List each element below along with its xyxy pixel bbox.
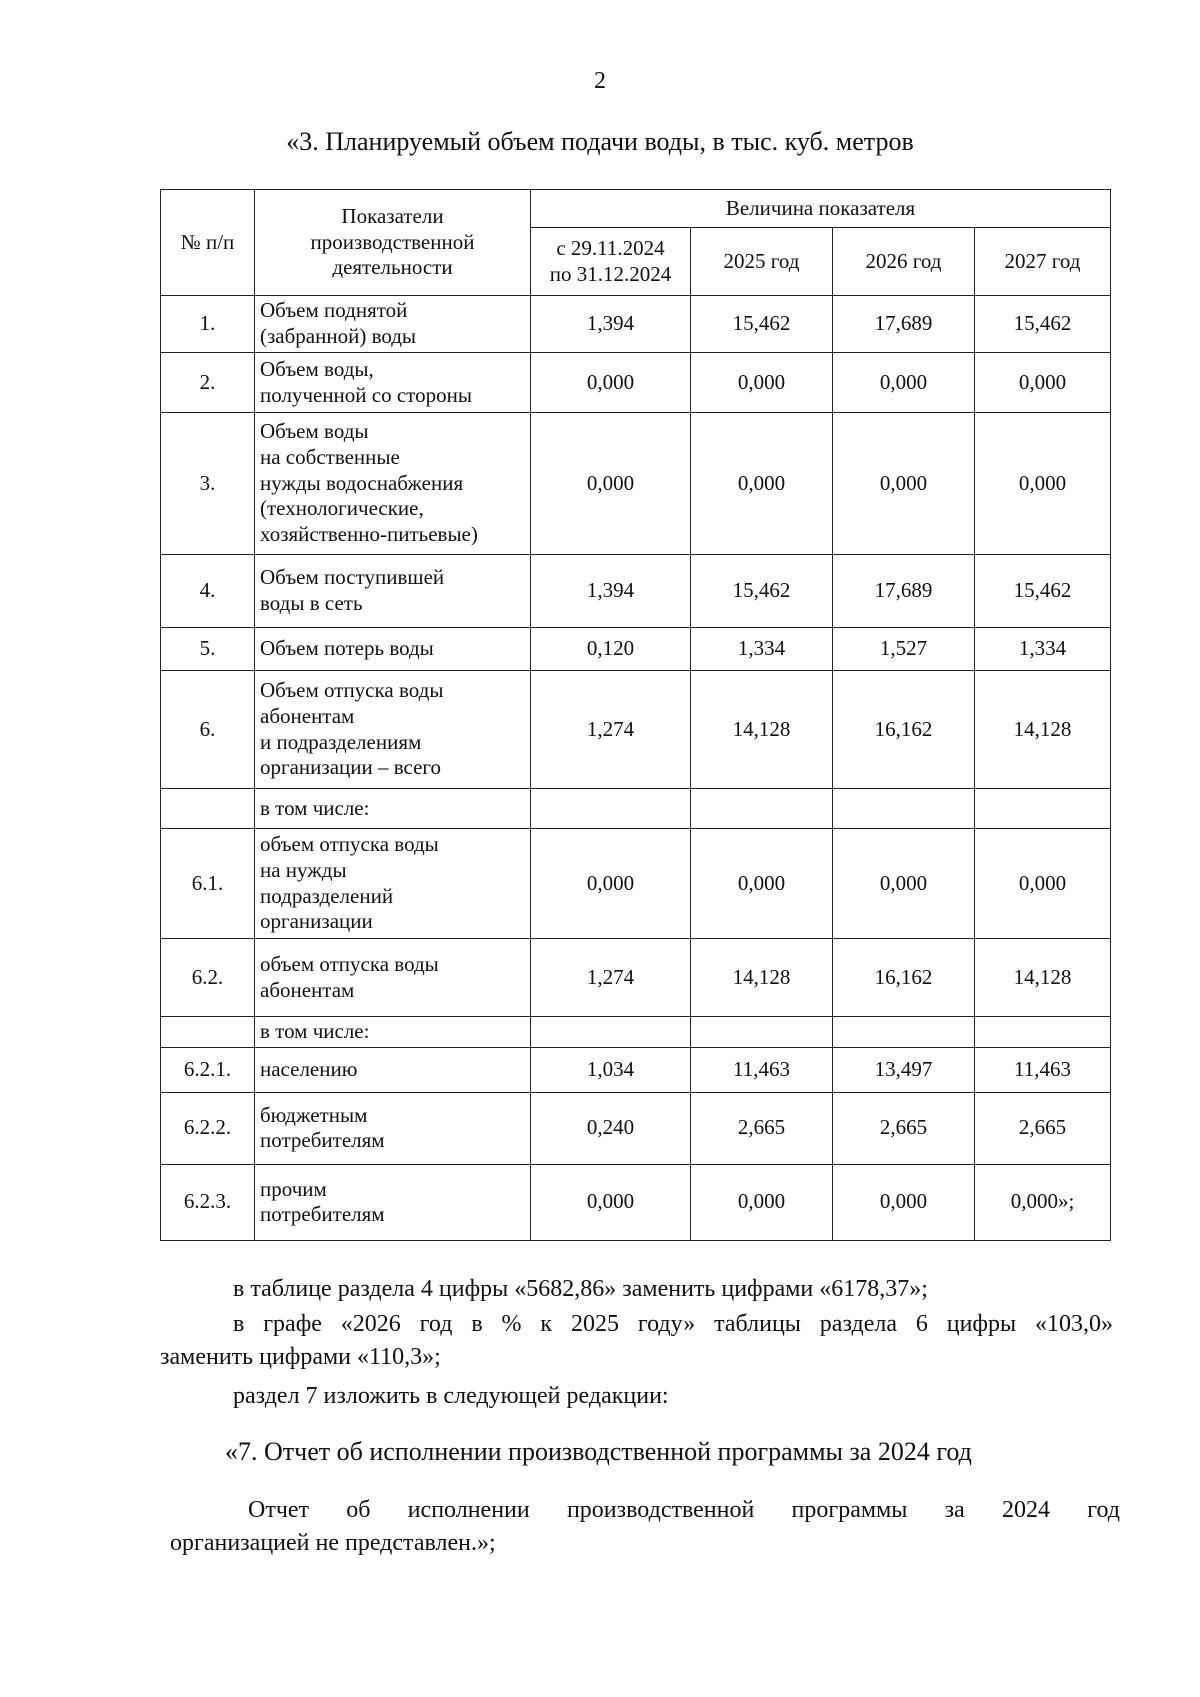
value-cell: 0,000 — [531, 829, 691, 939]
value-cell: 17,689 — [833, 296, 975, 353]
value-cell: 14,128 — [975, 939, 1111, 1017]
amendment-line: заменить цифрами «110,3»; — [160, 1344, 441, 1370]
report-line: организацией не представлен.»; — [170, 1530, 496, 1556]
table-row — [161, 296, 1111, 353]
header-period: 2026 год — [833, 228, 975, 296]
report-paragraph — [170, 1494, 1120, 1560]
value-cell — [531, 1017, 691, 1048]
value-cell: 0,000 — [691, 829, 833, 939]
row-indicator: Объем поступившей воды в сеть — [255, 555, 531, 628]
row-number: 6. — [161, 671, 255, 789]
value-cell: 0,000 — [531, 1164, 691, 1240]
value-cell: 16,162 — [833, 671, 975, 789]
value-cell: 15,462 — [691, 555, 833, 628]
value-cell: 0,000 — [691, 353, 833, 413]
water-supply-table — [160, 189, 1111, 1241]
row-number — [161, 789, 255, 829]
value-cell: 1,274 — [531, 671, 691, 789]
section-7-title: «7. Отчет об исполнении производственной программы за 2024 год — [225, 1437, 972, 1466]
row-indicator: населению — [255, 1047, 531, 1092]
value-cell — [833, 789, 975, 829]
value-cell: 1,394 — [531, 555, 691, 628]
value-cell: 0,000»; — [975, 1164, 1111, 1240]
header-period: 2027 год — [975, 228, 1111, 296]
table-row — [161, 353, 1111, 413]
header-num: № п/п — [161, 190, 255, 296]
value-cell: 11,463 — [975, 1047, 1111, 1092]
section-title: «3. Планируемый объем подачи воды, в тыс. куб. метров — [286, 127, 914, 156]
report-line: Отчет об исполнении производственной программы за 2024 год — [248, 1497, 1120, 1523]
row-indicator: Объем отпуска воды абонентам и подразделениям организации – всего — [255, 671, 531, 789]
value-cell: 0,120 — [531, 628, 691, 671]
value-cell: 0,000 — [975, 413, 1111, 555]
value-cell: 2,665 — [833, 1092, 975, 1164]
table-row — [161, 1092, 1111, 1164]
row-indicator: объем отпуска воды абонентам — [255, 939, 531, 1017]
row-indicator: Объем воды на собственные нужды водоснабжения (технологические, хозяйственно-питьевые) — [255, 413, 531, 555]
row-number: 4. — [161, 555, 255, 628]
amendment-line: в таблице раздела 4 цифры «5682,86» заменить цифрами «6178,37»; — [233, 1276, 928, 1302]
value-cell: 14,128 — [975, 671, 1111, 789]
table-row — [161, 829, 1111, 939]
header-value-group: Величина показателя — [531, 190, 1111, 228]
value-cell: 11,463 — [691, 1047, 833, 1092]
value-cell: 17,689 — [833, 555, 975, 628]
value-cell: 1,034 — [531, 1047, 691, 1092]
value-cell: 1,334 — [691, 628, 833, 671]
row-number — [161, 1017, 255, 1048]
value-cell: 2,665 — [975, 1092, 1111, 1164]
value-cell — [531, 789, 691, 829]
value-cell: 1,274 — [531, 939, 691, 1017]
value-cell: 0,000 — [975, 829, 1111, 939]
row-number: 5. — [161, 628, 255, 671]
amendment-line: в графе «2026 год в % к 2025 году» таблицы раздела 6 цифры «103,0» — [233, 1311, 1113, 1337]
row-indicator: прочим потребителям — [255, 1164, 531, 1240]
row-indicator: в том числе: — [255, 789, 531, 829]
value-cell: 15,462 — [975, 555, 1111, 628]
value-cell: 14,128 — [691, 671, 833, 789]
table-row — [161, 1047, 1111, 1092]
value-cell: 0,240 — [531, 1092, 691, 1164]
value-cell: 0,000 — [833, 1164, 975, 1240]
table-row — [161, 1017, 1111, 1048]
value-cell: 0,000 — [833, 353, 975, 413]
value-cell: 14,128 — [691, 939, 833, 1017]
value-cell: 1,527 — [833, 628, 975, 671]
row-indicator: бюджетным потребителям — [255, 1092, 531, 1164]
row-number: 6.1. — [161, 829, 255, 939]
row-number: 6.2.1. — [161, 1047, 255, 1092]
table-row — [161, 671, 1111, 789]
header-indicator: Показатели производственной деятельности — [255, 190, 531, 296]
header-period: с 29.11.2024 по 31.12.2024 — [531, 228, 691, 296]
row-indicator: объем отпуска воды на нужды подразделений организации — [255, 829, 531, 939]
value-cell: 0,000 — [691, 1164, 833, 1240]
value-cell: 2,665 — [691, 1092, 833, 1164]
value-cell: 0,000 — [531, 353, 691, 413]
table-row — [161, 413, 1111, 555]
row-number: 2. — [161, 353, 255, 413]
value-cell: 15,462 — [691, 296, 833, 353]
row-number: 6.2.2. — [161, 1092, 255, 1164]
table-row — [161, 939, 1111, 1017]
value-cell — [691, 789, 833, 829]
value-cell: 13,497 — [833, 1047, 975, 1092]
value-cell: 0,000 — [531, 413, 691, 555]
page-number: 2 — [594, 68, 606, 94]
row-indicator: в том числе: — [255, 1017, 531, 1048]
amendment-line: раздел 7 изложить в следующей редакции: — [233, 1383, 669, 1409]
row-indicator: Объем потерь воды — [255, 628, 531, 671]
table-row — [161, 628, 1111, 671]
row-indicator: Объем воды, полученной со стороны — [255, 353, 531, 413]
value-cell: 1,394 — [531, 296, 691, 353]
table-row — [161, 1164, 1111, 1240]
value-cell — [975, 789, 1111, 829]
value-cell: 0,000 — [691, 413, 833, 555]
table-row — [161, 789, 1111, 829]
row-indicator: Объем поднятой (забранной) воды — [255, 296, 531, 353]
value-cell: 1,334 — [975, 628, 1111, 671]
value-cell: 0,000 — [833, 413, 975, 555]
value-cell — [975, 1017, 1111, 1048]
value-cell: 0,000 — [833, 829, 975, 939]
value-cell: 15,462 — [975, 296, 1111, 353]
row-number: 1. — [161, 296, 255, 353]
value-cell: 16,162 — [833, 939, 975, 1017]
row-number: 3. — [161, 413, 255, 555]
table-body — [161, 296, 1111, 1241]
value-cell — [833, 1017, 975, 1048]
header-period: 2025 год — [691, 228, 833, 296]
value-cell — [691, 1017, 833, 1048]
value-cell: 0,000 — [975, 353, 1111, 413]
row-number: 6.2.3. — [161, 1164, 255, 1240]
table-row — [161, 555, 1111, 628]
row-number: 6.2. — [161, 939, 255, 1017]
